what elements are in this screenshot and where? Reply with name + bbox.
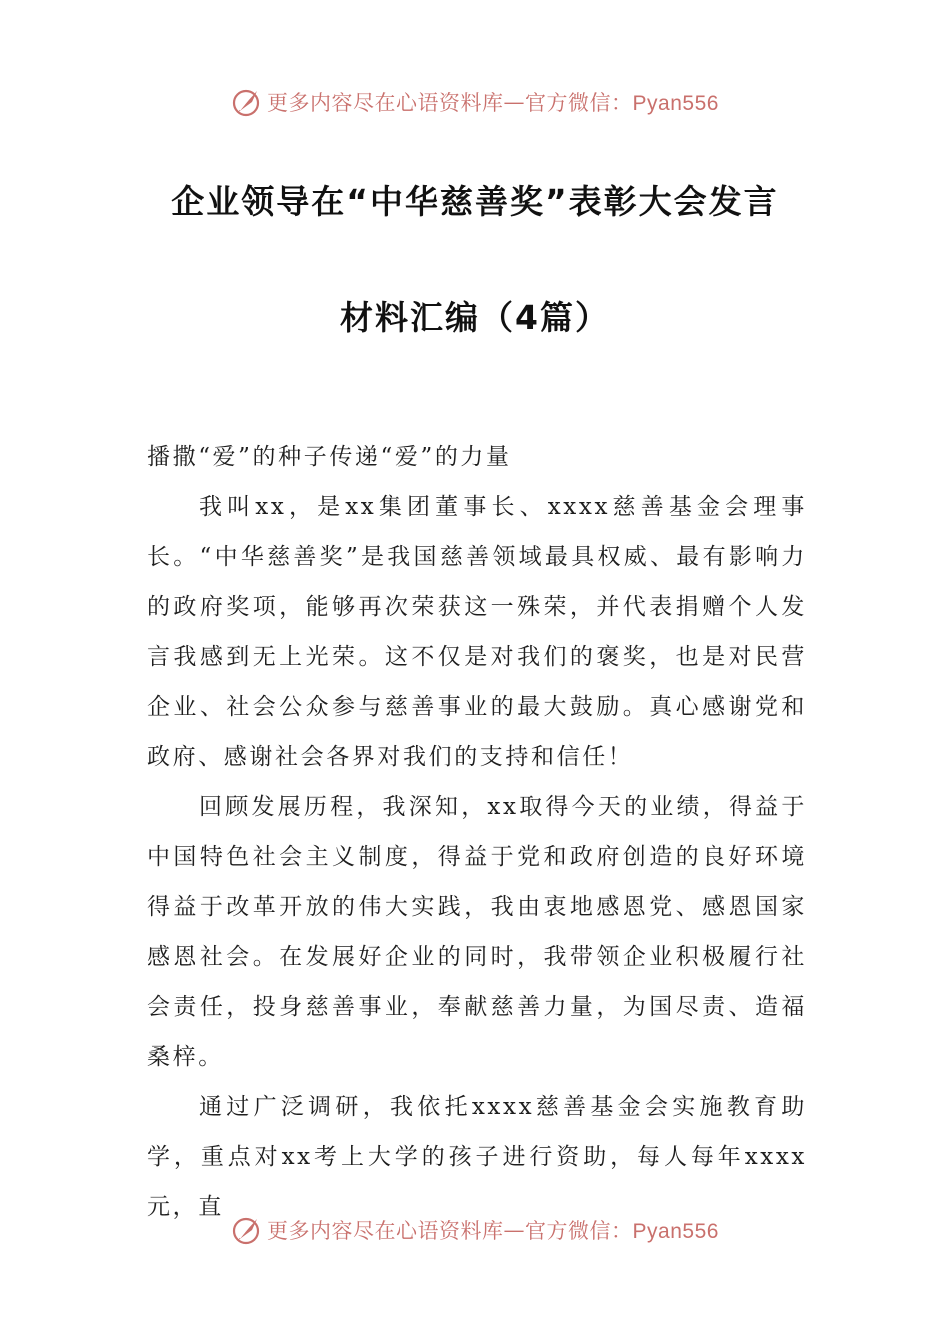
watermark-contact: 官方微信：Pyan556 [525, 92, 719, 115]
document-title-line1: 企业领导在“中华慈善奖”表彰大会发言 [171, 182, 779, 221]
document-title-line2: 材料汇编（4篇） [340, 298, 610, 337]
watermark-contact: 官方微信：Pyan556 [525, 1220, 719, 1243]
watermark-text: 更多内容尽在心语资料库 [267, 1219, 504, 1243]
quill-logo-icon [231, 86, 263, 118]
paragraph: 回顾发展历程，我深知，xx取得今天的业绩，得益于中国特色社会主义制度，得益于党和政府创造的良好环境得益于改革开放的伟大实践，我由衷地感恩党、感恩国家感恩社会。在发展好企业的同时，我带领企业积极履行社会责任，投身慈善事业，奉献慈善力量，为国尽责、造福桑梓。 [147, 794, 807, 1070]
document-body [147, 432, 807, 1232]
watermark-text: 更多内容尽在心语资料库 [267, 91, 504, 115]
paragraph: 通过广泛调研，我依托xxxx慈善基金会实施教育助学，重点对xx考上大学的孩子进行资助，每人每年xxxx元，直 [147, 1094, 807, 1220]
header-watermark [0, 82, 950, 122]
section-subtitle: 播撒“爱”的种子传递“爱”的力量 [147, 444, 512, 470]
watermark-dash: — [503, 90, 526, 114]
footer-watermark [0, 1210, 950, 1250]
paragraph: 我叫xx，是xx集团董事长、xxxx慈善基金会理事长。“中华慈善奖”是我国慈善领域最具权威、最有影响力的政府奖项，能够再次荣获这一殊荣，并代表捐赠个人发言我感到无上光荣。这不仅是对我们的褒奖，也是对民营企业、社会公众参与慈善事业的最大鼓励。真心感谢党和政府、感谢社会各界对我们的支持和信任！ [147, 494, 807, 770]
quill-logo-icon [231, 1214, 263, 1246]
watermark-dash: — [503, 1218, 526, 1242]
